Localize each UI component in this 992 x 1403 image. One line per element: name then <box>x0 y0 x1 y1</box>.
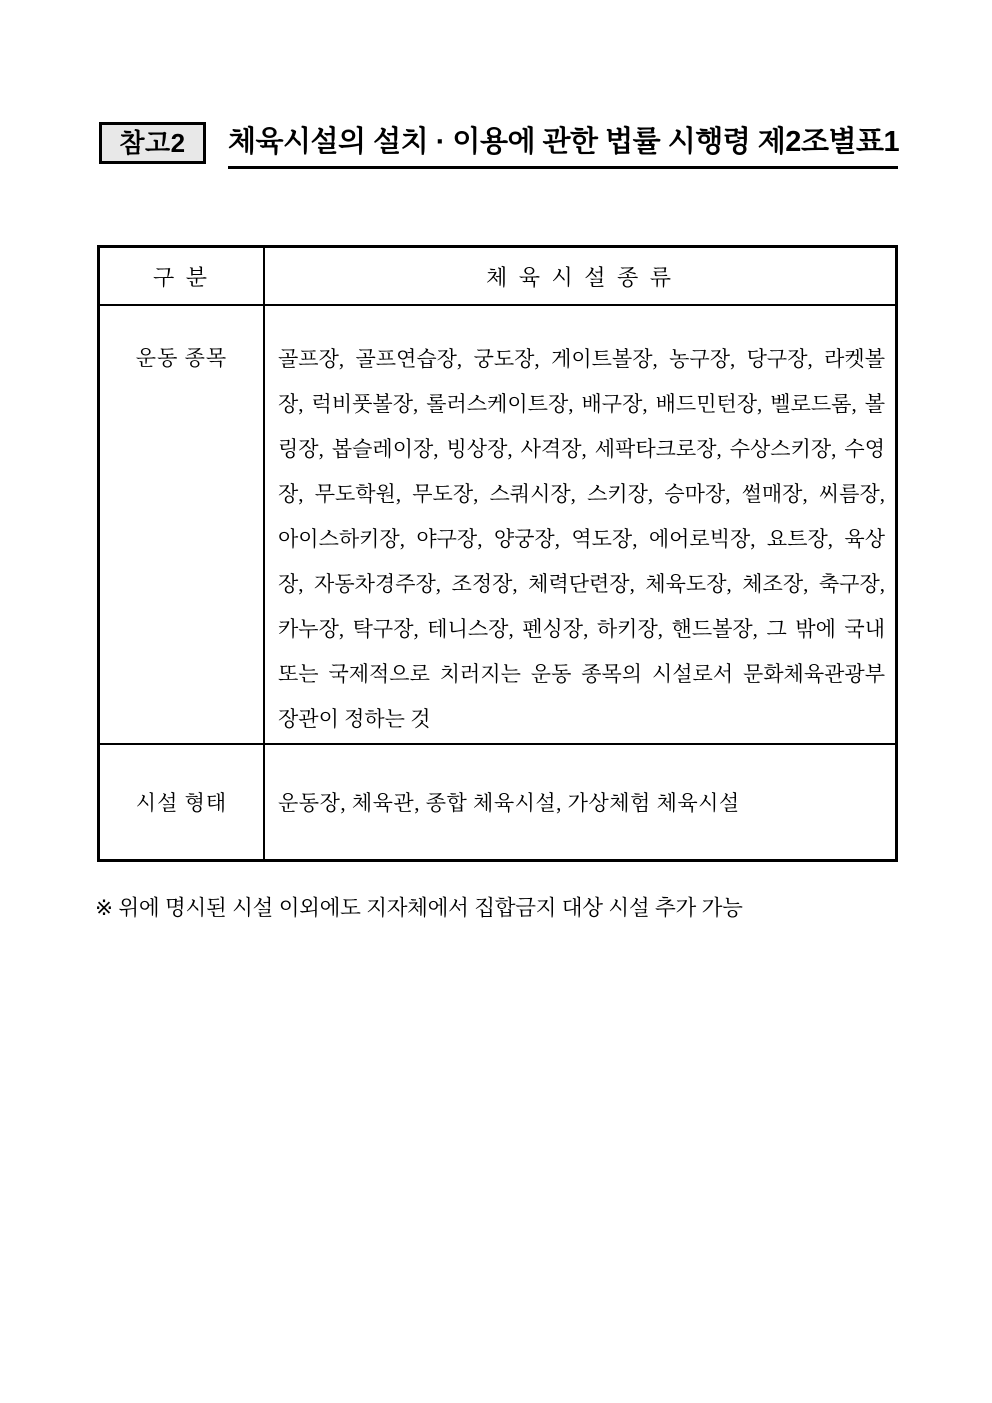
facility-list-line: 골프장, 골프연습장, 궁도장, 게이트볼장, 농구장, 당구장, 라켓볼 <box>278 347 885 371</box>
facility-list-line: 링장, 봅슬레이장, 빙상장, 사격장, 세팍타크로장, 수상스키장, 수영 <box>278 437 885 461</box>
facility-list-line: 장, 무도학원, 무도장, 스쿼시장, 스키장, 승마장, 썰매장, 씨름장, <box>278 482 885 506</box>
table-header-facility-types: 체 육 시 설 종 류 <box>265 248 895 306</box>
facility-list-line: 장, 자동차경주장, 조정장, 체력단련장, 체육도장, 체조장, 축구장, <box>278 572 885 596</box>
facility-list-line: 또는 국제적으로 치러지는 운동 종목의 시설로서 문화체육관광부 <box>278 662 885 686</box>
table-row-content-sports <box>265 306 895 745</box>
page-title: 체육시설의 설치 · 이용에 관한 법률 시행령 제2조별표1 <box>228 126 900 158</box>
table-row-content-facility-form: 운동장, 체육관, 종합 체육시설, 가상체험 체육시설 <box>265 745 895 859</box>
table-row-label-sports: 운동 종목 <box>100 306 265 745</box>
reference-badge: 참고2 <box>99 122 206 164</box>
title-underline <box>228 120 898 169</box>
facility-list-line: 장관이 정하는 것 <box>278 707 431 731</box>
facility-list-line: 장, 럭비풋볼장, 롤러스케이트장, 배구장, 배드민턴장, 벨로드롬, 볼 <box>278 392 885 416</box>
facility-list-line: 아이스하키장, 야구장, 양궁장, 역도장, 에어로빅장, 요트장, 육상 <box>278 527 885 551</box>
table-row-label-facility-form: 시설 형태 <box>100 745 265 859</box>
facility-table <box>97 245 898 862</box>
footnote: ※ 위에 명시된 시설 이외에도 지자체에서 집합금지 대상 시설 추가 가능 <box>95 896 743 920</box>
facility-list-line: 카누장, 탁구장, 테니스장, 펜싱장, 하키장, 핸드볼장, 그 밖에 국내 <box>278 617 885 641</box>
table-header-category: 구 분 <box>100 248 265 306</box>
